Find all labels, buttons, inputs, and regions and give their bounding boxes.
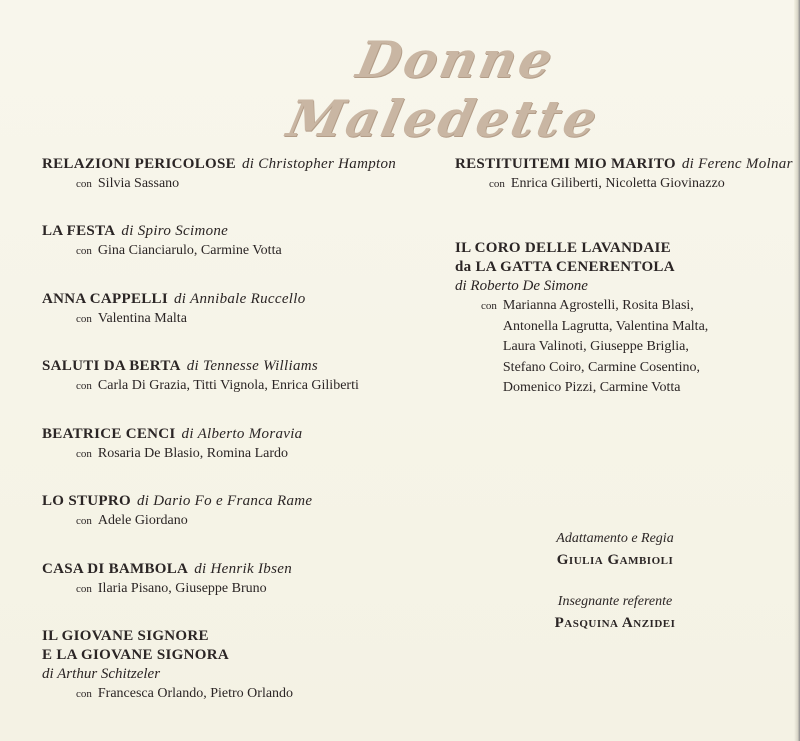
play-author: di Arthur Schitzeler: [42, 666, 161, 682]
play-entry: [42, 425, 302, 464]
play-cast: [76, 444, 302, 464]
play-title: IL GIOVANE SIGNORE: [42, 628, 209, 644]
play-author: di Annibale Ruccello: [174, 291, 306, 307]
play-title: LA FESTA: [42, 223, 116, 239]
play-author: di Tennesse Williams: [186, 358, 319, 374]
credit-insegnante: [495, 592, 735, 634]
con-label: con: [76, 313, 92, 325]
credit-label: Insegnante referente: [557, 594, 673, 609]
play-title: BEATRICE CENCI: [42, 426, 176, 442]
cast-line: Marianna Agrostelli, Rosita Blasi,: [502, 298, 694, 313]
play-cast: [76, 579, 292, 599]
credit-name: Pasquina Anzidei: [554, 615, 676, 631]
play-author: di Christopher Hampton: [241, 156, 397, 172]
play-entry: [42, 357, 359, 396]
play-title: LO STUPRO: [42, 493, 131, 509]
play-entry: [42, 627, 293, 704]
play-title-line: [42, 357, 359, 376]
play-title-line: [42, 155, 396, 174]
play-cast: [76, 309, 306, 329]
play-title: da LA GATTA CENERENTOLA: [455, 259, 675, 275]
con-label: con: [76, 178, 92, 190]
cast-names: Francesca Orlando, Pietro Orlando: [97, 686, 294, 701]
play-author: di Ferenc Molnar: [681, 156, 793, 172]
cast-line: Domenico Pizzi, Carmine Votta: [502, 380, 681, 395]
play-title-line: [455, 155, 793, 174]
cast-names: Silvia Sassano: [97, 176, 180, 191]
credit-regia: [495, 529, 735, 571]
con-label: con: [76, 688, 92, 700]
play-title-line: [42, 425, 302, 444]
play-entry: [42, 492, 312, 531]
play-author: di Henrik Ibsen: [194, 561, 292, 577]
cast-names: Carla Di Grazia, Titti Vignola, Enrica Giliberti: [97, 378, 359, 393]
con-label: con: [76, 583, 92, 595]
cast-line: Antonella Lagrutta, Valentina Malta,: [502, 318, 709, 334]
program-title: Donne Maledette: [282, 30, 606, 148]
cast-names: [503, 296, 708, 399]
play-title: ANNA CAPPELLI: [42, 291, 168, 307]
play-title: SALUTI DA BERTA: [42, 358, 181, 374]
play-cast: [76, 376, 359, 396]
play-author: di Roberto De Simone: [455, 278, 588, 294]
play-cast: [489, 174, 793, 194]
play-cast: [481, 296, 708, 399]
cast-names: Ilaria Pisano, Giuseppe Bruno: [97, 581, 267, 596]
play-title: IL CORO DELLE LAVANDAIE: [455, 240, 671, 256]
play-title: CASA DI BAMBOLA: [42, 561, 189, 577]
con-label: con: [489, 178, 505, 190]
play-title: RELAZIONI PERICOLOSE: [42, 156, 236, 172]
con-label: con: [481, 300, 497, 312]
cast-names: Adele Giordano: [97, 513, 188, 528]
play-entry: [42, 155, 396, 194]
con-label: con: [76, 515, 92, 527]
play-entry: [42, 222, 282, 261]
play-author: di Dario Fo e Franca Rame: [136, 493, 313, 509]
play-entry: [42, 560, 292, 599]
play-title-line: [42, 492, 312, 511]
credit-label: Adattamento e Regia: [556, 531, 674, 546]
play-cast: [76, 684, 293, 704]
page-edge: [794, 0, 800, 741]
con-label: con: [76, 448, 92, 460]
cast-names: Gina Cianciarulo, Carmine Votta: [97, 243, 282, 258]
play-cast: [76, 511, 312, 531]
cast-names: Valentina Malta: [97, 311, 187, 326]
play-title: E LA GIOVANE SIGNORA: [42, 647, 230, 663]
con-label: con: [76, 245, 92, 257]
play-cast: [76, 174, 396, 194]
play-title-line: [42, 560, 292, 579]
play-title-line: [42, 222, 282, 241]
play-entry: [455, 155, 793, 194]
play-title-line: [42, 290, 306, 309]
play-cast: [76, 241, 282, 261]
con-label: con: [76, 380, 92, 392]
cast-line: Stefano Coiro, Carmine Cosentino,: [502, 359, 701, 375]
cast-names: Rosaria De Blasio, Romina Lardo: [97, 446, 289, 461]
cast-names: Enrica Giliberti, Nicoletta Giovinazzo: [510, 176, 725, 191]
play-entry: [455, 239, 708, 399]
play-entry: [42, 290, 306, 329]
credit-name: Giulia Gambioli: [556, 552, 674, 568]
play-title: RESTITUITEMI MIO MARITO: [455, 156, 676, 172]
play-author: di Alberto Moravia: [181, 426, 303, 442]
cast-line: Laura Valinoti, Giuseppe Briglia,: [502, 339, 689, 354]
play-author: di Spiro Scimone: [121, 223, 229, 239]
